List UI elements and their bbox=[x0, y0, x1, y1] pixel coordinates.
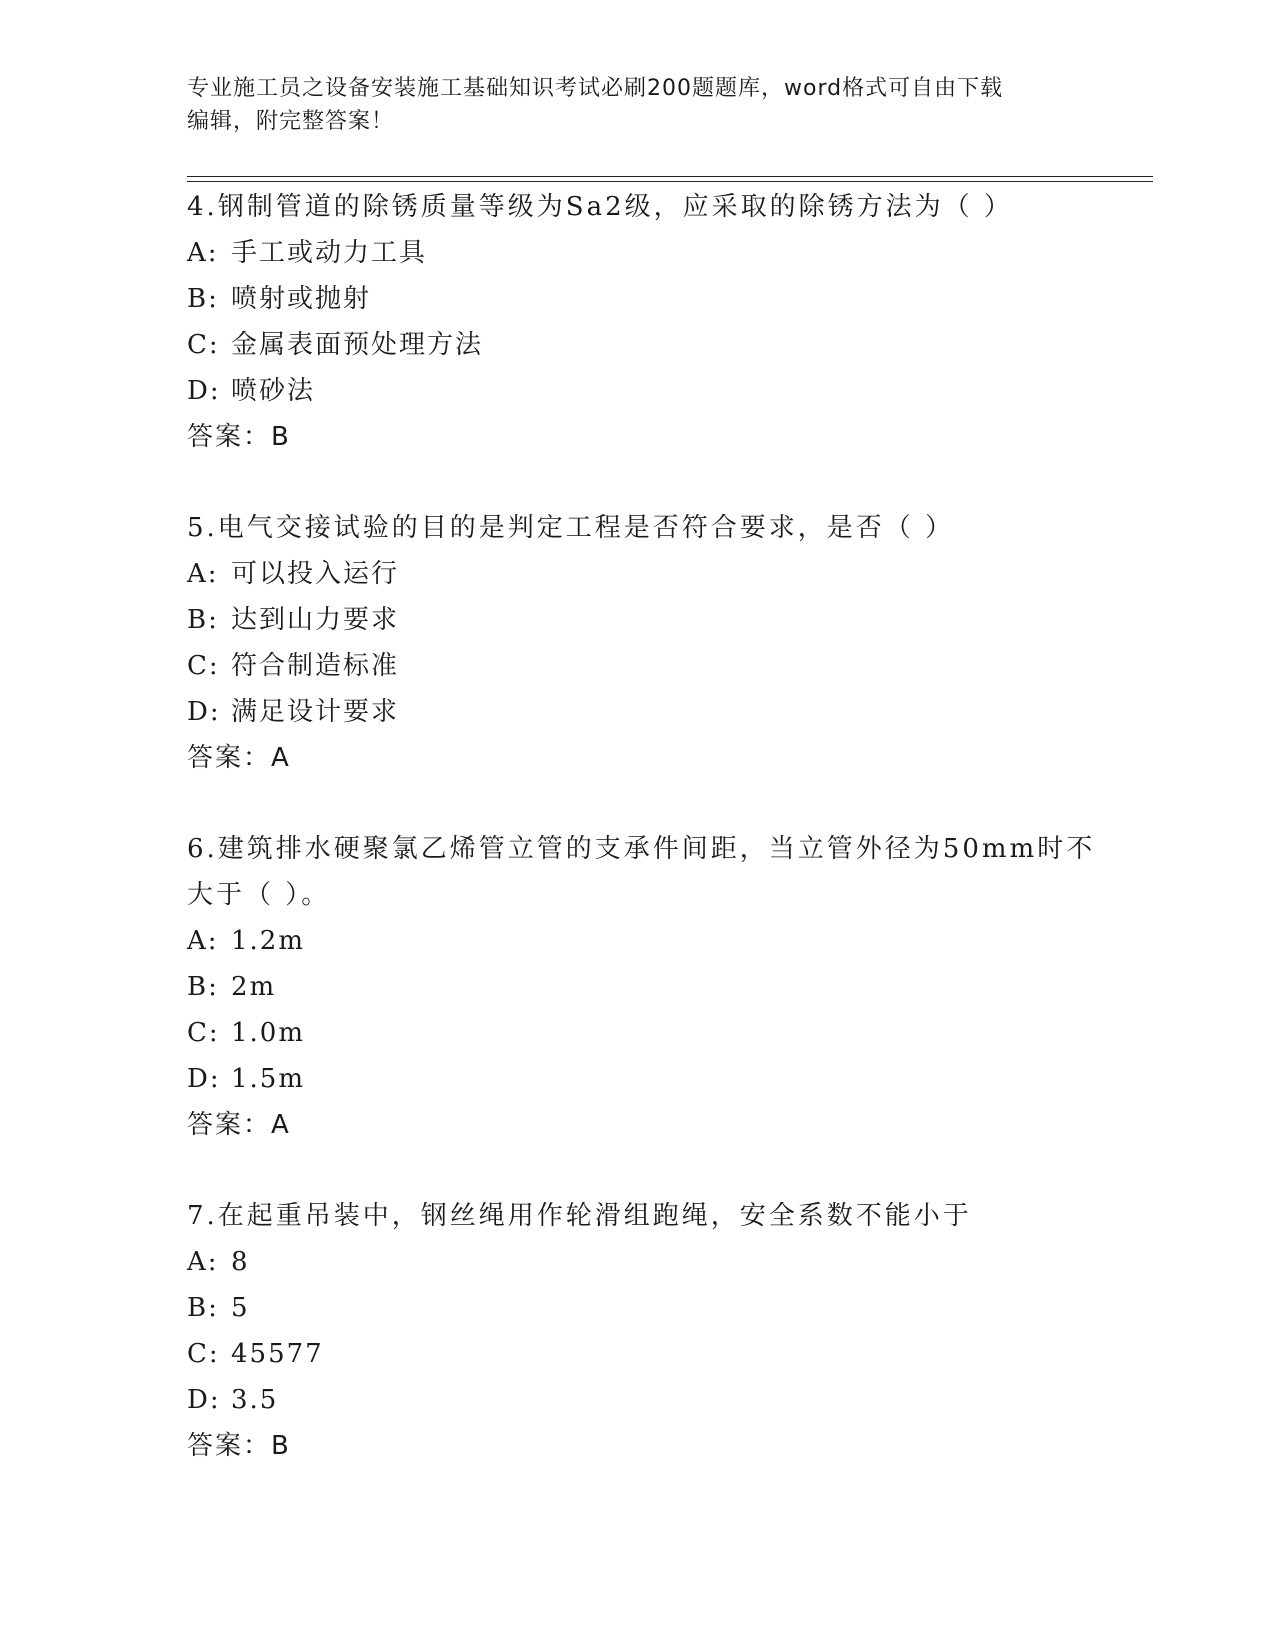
option-c bbox=[187, 1010, 1127, 1056]
question-5 bbox=[187, 505, 1127, 781]
option-c bbox=[187, 1331, 1127, 1377]
option-key: A: bbox=[187, 559, 219, 589]
question-6 bbox=[187, 826, 1127, 1148]
question-list bbox=[187, 184, 1127, 1514]
header-divider bbox=[187, 176, 1153, 182]
option-text: 3.5 bbox=[231, 1385, 279, 1415]
document-header bbox=[187, 72, 1087, 138]
option-d bbox=[187, 1056, 1127, 1102]
option-b bbox=[187, 964, 1127, 1010]
option-b bbox=[187, 1285, 1127, 1331]
option-key: D: bbox=[187, 376, 221, 406]
option-a bbox=[187, 1239, 1127, 1285]
answer-line: 答案：B bbox=[187, 422, 291, 452]
option-text: 金属表面预处理方法 bbox=[231, 330, 484, 360]
question-stem bbox=[187, 505, 1127, 551]
option-key: A: bbox=[187, 1247, 219, 1277]
option-key: D: bbox=[187, 1385, 221, 1415]
option-text: 符合制造标准 bbox=[231, 651, 400, 681]
option-text: 45577 bbox=[231, 1339, 324, 1369]
option-b bbox=[187, 276, 1127, 322]
option-d bbox=[187, 368, 1127, 414]
question-7 bbox=[187, 1193, 1127, 1469]
option-text: 可以投入运行 bbox=[231, 559, 400, 589]
option-c bbox=[187, 322, 1127, 368]
question-stem bbox=[187, 184, 1127, 230]
option-text: 喷砂法 bbox=[231, 376, 316, 406]
option-key: C: bbox=[187, 1339, 220, 1369]
option-a bbox=[187, 918, 1127, 964]
option-key: B: bbox=[187, 1293, 219, 1323]
option-key: B: bbox=[187, 605, 219, 635]
option-text: 满足设计要求 bbox=[231, 697, 400, 727]
answer-line: 答案：A bbox=[187, 743, 291, 773]
question-stem bbox=[187, 1193, 1127, 1239]
question-stem-line: 4.钢制管道的除锈质量等级为Sa2级，应采取的除锈方法为（ ） bbox=[187, 192, 1013, 222]
option-key: C: bbox=[187, 651, 220, 681]
header-line-1: 专业施工员之设备安装施工基础知识考试必刷200题题库，word格式可自由下载 bbox=[187, 76, 1004, 101]
question-stem-line: 5.电气交接试验的目的是判定工程是否符合要求，是否（ ） bbox=[187, 513, 955, 543]
option-key: C: bbox=[187, 330, 220, 360]
option-key: D: bbox=[187, 697, 221, 727]
option-text: 喷射或抛射 bbox=[231, 284, 372, 314]
option-text: 1.0m bbox=[231, 1018, 306, 1048]
option-a bbox=[187, 551, 1127, 597]
answer-line: 答案：B bbox=[187, 1431, 291, 1461]
option-text: 手工或动力工具 bbox=[231, 238, 428, 268]
question-stem-line: 6.建筑排水硬聚氯乙烯管立管的支承件间距，当立管外径为50mm时不 bbox=[187, 834, 1096, 864]
option-text: 达到山力要求 bbox=[231, 605, 400, 635]
option-d bbox=[187, 1377, 1127, 1423]
option-text: 1.5m bbox=[231, 1064, 306, 1094]
option-c bbox=[187, 643, 1127, 689]
question-stem-line: 7.在起重吊装中，钢丝绳用作轮滑组跑绳，安全系数不能小于 bbox=[187, 1201, 972, 1231]
option-key: D: bbox=[187, 1064, 221, 1094]
option-text: 8 bbox=[231, 1247, 250, 1277]
option-a bbox=[187, 230, 1127, 276]
option-key: A: bbox=[187, 926, 219, 956]
answer-line: 答案：A bbox=[187, 1110, 291, 1140]
option-text: 5 bbox=[231, 1293, 250, 1323]
header-line-2: 编辑，附完整答案！ bbox=[187, 109, 395, 134]
question-stem-line: 大于（ ）。 bbox=[187, 880, 331, 910]
option-text: 2m bbox=[231, 972, 277, 1002]
option-b bbox=[187, 597, 1127, 643]
option-d bbox=[187, 689, 1127, 735]
option-key: C: bbox=[187, 1018, 220, 1048]
option-key: A: bbox=[187, 238, 219, 268]
question-stem bbox=[187, 826, 1127, 918]
option-key: B: bbox=[187, 284, 219, 314]
option-text: 1.2m bbox=[231, 926, 306, 956]
option-key: B: bbox=[187, 972, 219, 1002]
question-4 bbox=[187, 184, 1127, 460]
